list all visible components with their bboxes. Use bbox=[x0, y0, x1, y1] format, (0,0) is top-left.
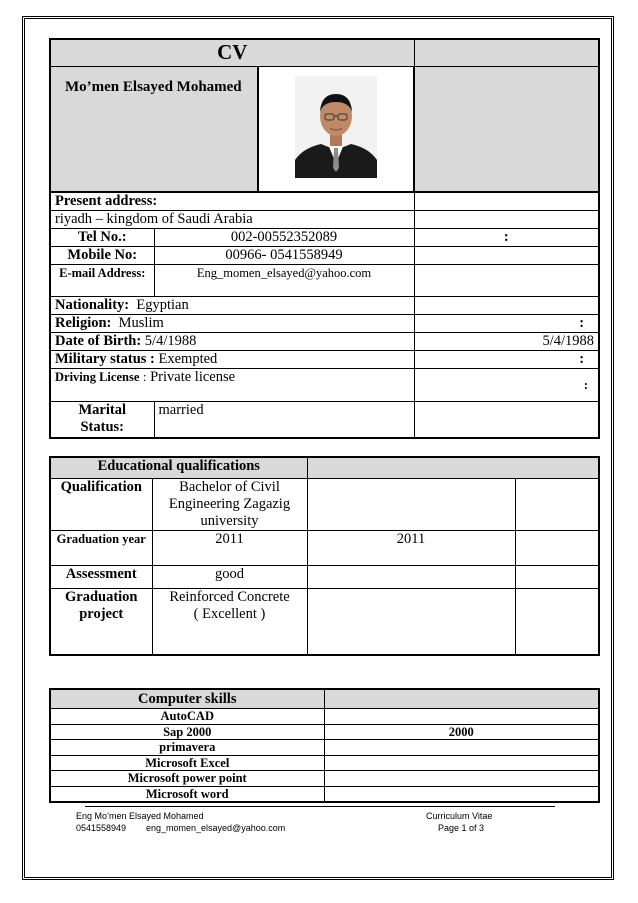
military-row bbox=[50, 351, 414, 369]
military-value: Exempted bbox=[158, 351, 218, 367]
license-colon: : bbox=[414, 369, 599, 402]
dob-row bbox=[50, 333, 414, 351]
project-empty bbox=[307, 588, 515, 655]
qualification-label: Qualification bbox=[50, 478, 152, 530]
email-label: E-mail Address: bbox=[50, 265, 154, 297]
email-value[interactable]: Eng_momen_elsayed@yahoo.com bbox=[154, 265, 414, 297]
license-label: Driving License bbox=[55, 370, 140, 384]
skill-primavera-side bbox=[324, 740, 599, 756]
photo-cell bbox=[258, 66, 414, 192]
candidate-name: Mo’men Elsayed Mohamed bbox=[50, 66, 258, 192]
education-heading: Educational qualifications bbox=[50, 457, 307, 478]
graduation-year-right: 2011 bbox=[307, 530, 515, 565]
skill-word: Microsoft word bbox=[50, 786, 324, 802]
dob-value: 5/4/1988 bbox=[144, 333, 197, 349]
military-colon: : bbox=[414, 351, 599, 369]
mobile-value: 00966- 0541558949 bbox=[154, 247, 414, 265]
marital-value: married bbox=[154, 402, 414, 438]
license-sep: : bbox=[143, 370, 147, 384]
dob-right: 5/4/1988 bbox=[414, 333, 599, 351]
mobile-label: Mobile No: bbox=[50, 247, 154, 265]
project-empty-2 bbox=[515, 588, 599, 655]
skill-sap2000: Sap 2000 bbox=[50, 724, 324, 740]
skill-autocad: AutoCAD bbox=[50, 709, 324, 725]
assessment-value: good bbox=[152, 565, 307, 588]
nationality-row bbox=[50, 297, 414, 315]
project-value bbox=[152, 588, 307, 655]
religion-row bbox=[50, 315, 414, 333]
skills-heading: Computer skills bbox=[50, 689, 324, 709]
assessment-label: Assessment bbox=[50, 565, 152, 588]
religion-label: Religion: bbox=[55, 315, 112, 331]
footer-phone: 0541558949 bbox=[76, 823, 127, 833]
qualification-empty bbox=[307, 478, 515, 530]
license-row bbox=[50, 369, 414, 402]
assessment-empty-2 bbox=[515, 565, 599, 588]
marital-label: Marital Status: bbox=[50, 402, 154, 438]
present-address-label: Present address: bbox=[50, 192, 414, 211]
footer-doc-title: Curriculum Vitae bbox=[426, 811, 493, 821]
computer-skills-table bbox=[49, 688, 600, 803]
project-value-line2: ( Excellent ) bbox=[193, 605, 266, 622]
present-address-value-side bbox=[414, 211, 599, 229]
footer-name: Eng Mo’men Elsayed Mohamed bbox=[76, 811, 204, 821]
license-value: Private license bbox=[150, 369, 236, 385]
dob-label: Date of Birth: bbox=[55, 333, 142, 349]
header-side-cell bbox=[414, 66, 599, 192]
nationality-side bbox=[414, 297, 599, 315]
skill-autocad-side bbox=[324, 709, 599, 725]
qualification-empty-2 bbox=[515, 478, 599, 530]
cv-title: CV bbox=[50, 39, 414, 66]
footer-page-number: Page 1 of 3 bbox=[438, 823, 485, 833]
tel-colon: : bbox=[414, 229, 599, 247]
present-address-value: riyadh – kingdom of Saudi Arabia bbox=[50, 211, 414, 229]
header-empty-cell bbox=[414, 39, 599, 66]
project-label: Graduation project bbox=[50, 588, 152, 655]
religion-value: Muslim bbox=[118, 315, 164, 331]
tel-label: Tel No.: bbox=[50, 229, 154, 247]
skill-sap2000-side: 2000 bbox=[324, 724, 599, 740]
skill-excel-side bbox=[324, 755, 599, 771]
assessment-empty bbox=[307, 565, 515, 588]
graduation-year-empty bbox=[515, 530, 599, 565]
email-side bbox=[414, 265, 599, 297]
graduation-year-label: Graduation year bbox=[50, 530, 152, 565]
nationality-value: Egyptian bbox=[136, 297, 189, 313]
tel-value: 002-00552352089 bbox=[154, 229, 414, 247]
skill-powerpoint-side bbox=[324, 771, 599, 787]
qualification-value: Bachelor of Civil Engineering Zagazig university bbox=[152, 478, 307, 530]
skill-powerpoint: Microsoft power point bbox=[50, 771, 324, 787]
skill-primavera: primavera bbox=[50, 740, 324, 756]
skills-heading-side bbox=[324, 689, 599, 709]
education-table bbox=[49, 456, 600, 656]
religion-colon: : bbox=[414, 315, 599, 333]
graduation-year-value: 2011 bbox=[152, 530, 307, 565]
nationality-label: Nationality: bbox=[55, 297, 130, 313]
portrait-photo-icon bbox=[295, 76, 377, 178]
present-address-side bbox=[414, 192, 599, 211]
personal-info-table bbox=[49, 38, 600, 439]
skill-word-side bbox=[324, 786, 599, 802]
marital-side bbox=[414, 402, 599, 438]
project-value-line1: Reinforced Concrete bbox=[169, 588, 290, 605]
mobile-side bbox=[414, 247, 599, 265]
education-heading-side bbox=[307, 457, 599, 478]
skill-excel: Microsoft Excel bbox=[50, 755, 324, 771]
footer-email[interactable]: eng_momen_elsayed@yahoo.com bbox=[146, 823, 286, 833]
footer-divider bbox=[85, 806, 555, 807]
military-label: Military status : bbox=[55, 351, 155, 367]
